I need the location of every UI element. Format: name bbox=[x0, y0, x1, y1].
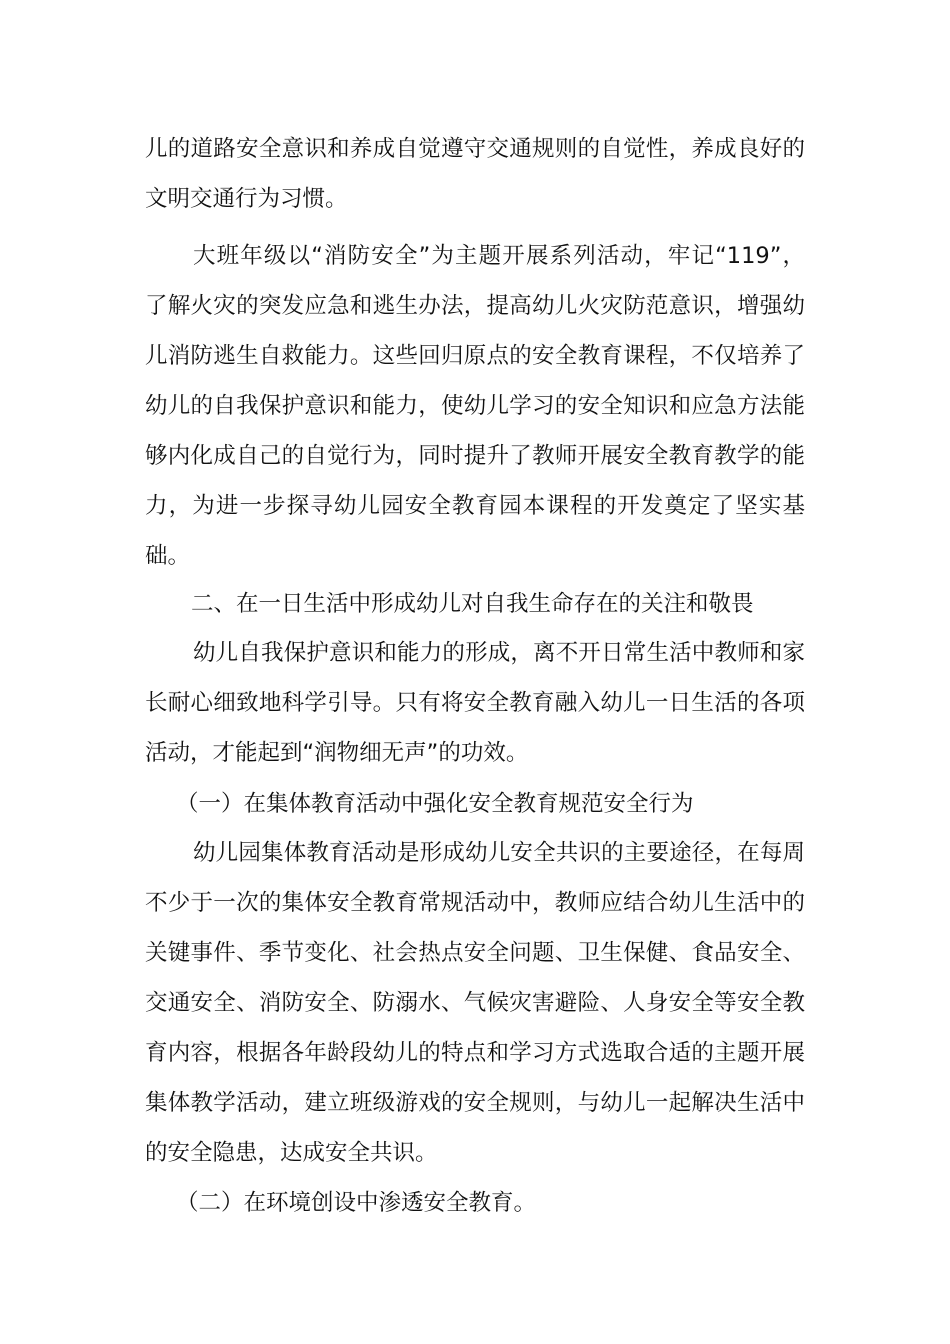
text-line: 幼儿的自我保护意识和能力，使幼儿学习的安全知识和应急方法能 bbox=[145, 393, 805, 419]
text-line: 儿的道路安全意识和养成自觉遵守交通规则的自觉性，养成良好的 bbox=[145, 136, 805, 162]
text-line: 育内容，根据各年龄段幼儿的特点和学习方式选取合适的主题开展 bbox=[145, 1040, 805, 1066]
text-line: 够内化成自己的自觉行为，同时提升了教师开展安全教育教学的能 bbox=[145, 443, 805, 469]
subsection-heading: （二）在环境创设中渗透安全教育。 bbox=[176, 1190, 537, 1216]
text-line: 的安全隐患，达成安全共识。 bbox=[145, 1140, 438, 1166]
text-line: 儿消防逃生自救能力。这些回归原点的安全教育课程，不仅培养了 bbox=[145, 343, 805, 369]
text-line: 长耐心细致地科学引导。只有将安全教育融入幼儿一日生活的各项 bbox=[145, 690, 805, 716]
text-line: 大班年级以“消防安全”为主题开展系列活动，牢记“119”， bbox=[193, 243, 805, 269]
text-line: 了解火灾的突发应急和逃生办法，提高幼儿火灾防范意识，增强幼 bbox=[145, 293, 805, 319]
text-line: 交通安全、消防安全、防溺水、气候灾害避险、人身安全等安全教 bbox=[145, 990, 805, 1016]
text-line: 活动，才能起到“润物细无声”的功效。 bbox=[145, 740, 529, 766]
text-line: 集体教学活动，建立班级游戏的安全规则，与幼儿一起解决生活中 bbox=[145, 1090, 805, 1116]
text-line: 文明交通行为习惯。 bbox=[145, 186, 348, 212]
text-line: 幼儿自我保护意识和能力的形成，离不开日常生活中教师和家 bbox=[193, 640, 805, 666]
text-line: 础。 bbox=[145, 543, 191, 569]
text-line: 力，为进一步探寻幼儿园安全教育园本课程的开发奠定了坚实基 bbox=[145, 493, 805, 519]
text-line: 幼儿园集体教育活动是形成幼儿安全共识的主要途径，在每周 bbox=[193, 840, 805, 866]
text-line: 不少于一次的集体安全教育常规活动中，教师应结合幼儿生活中的 bbox=[145, 890, 805, 916]
section-heading: 二、在一日生活中形成幼儿对自我生命存在的关注和敬畏 bbox=[191, 591, 754, 617]
subsection-heading: （一）在集体教育活动中强化安全教育规范安全行为 bbox=[176, 791, 694, 817]
text-line: 关键事件、季节变化、社会热点安全问题、卫生保健、食品安全、 bbox=[145, 940, 805, 966]
